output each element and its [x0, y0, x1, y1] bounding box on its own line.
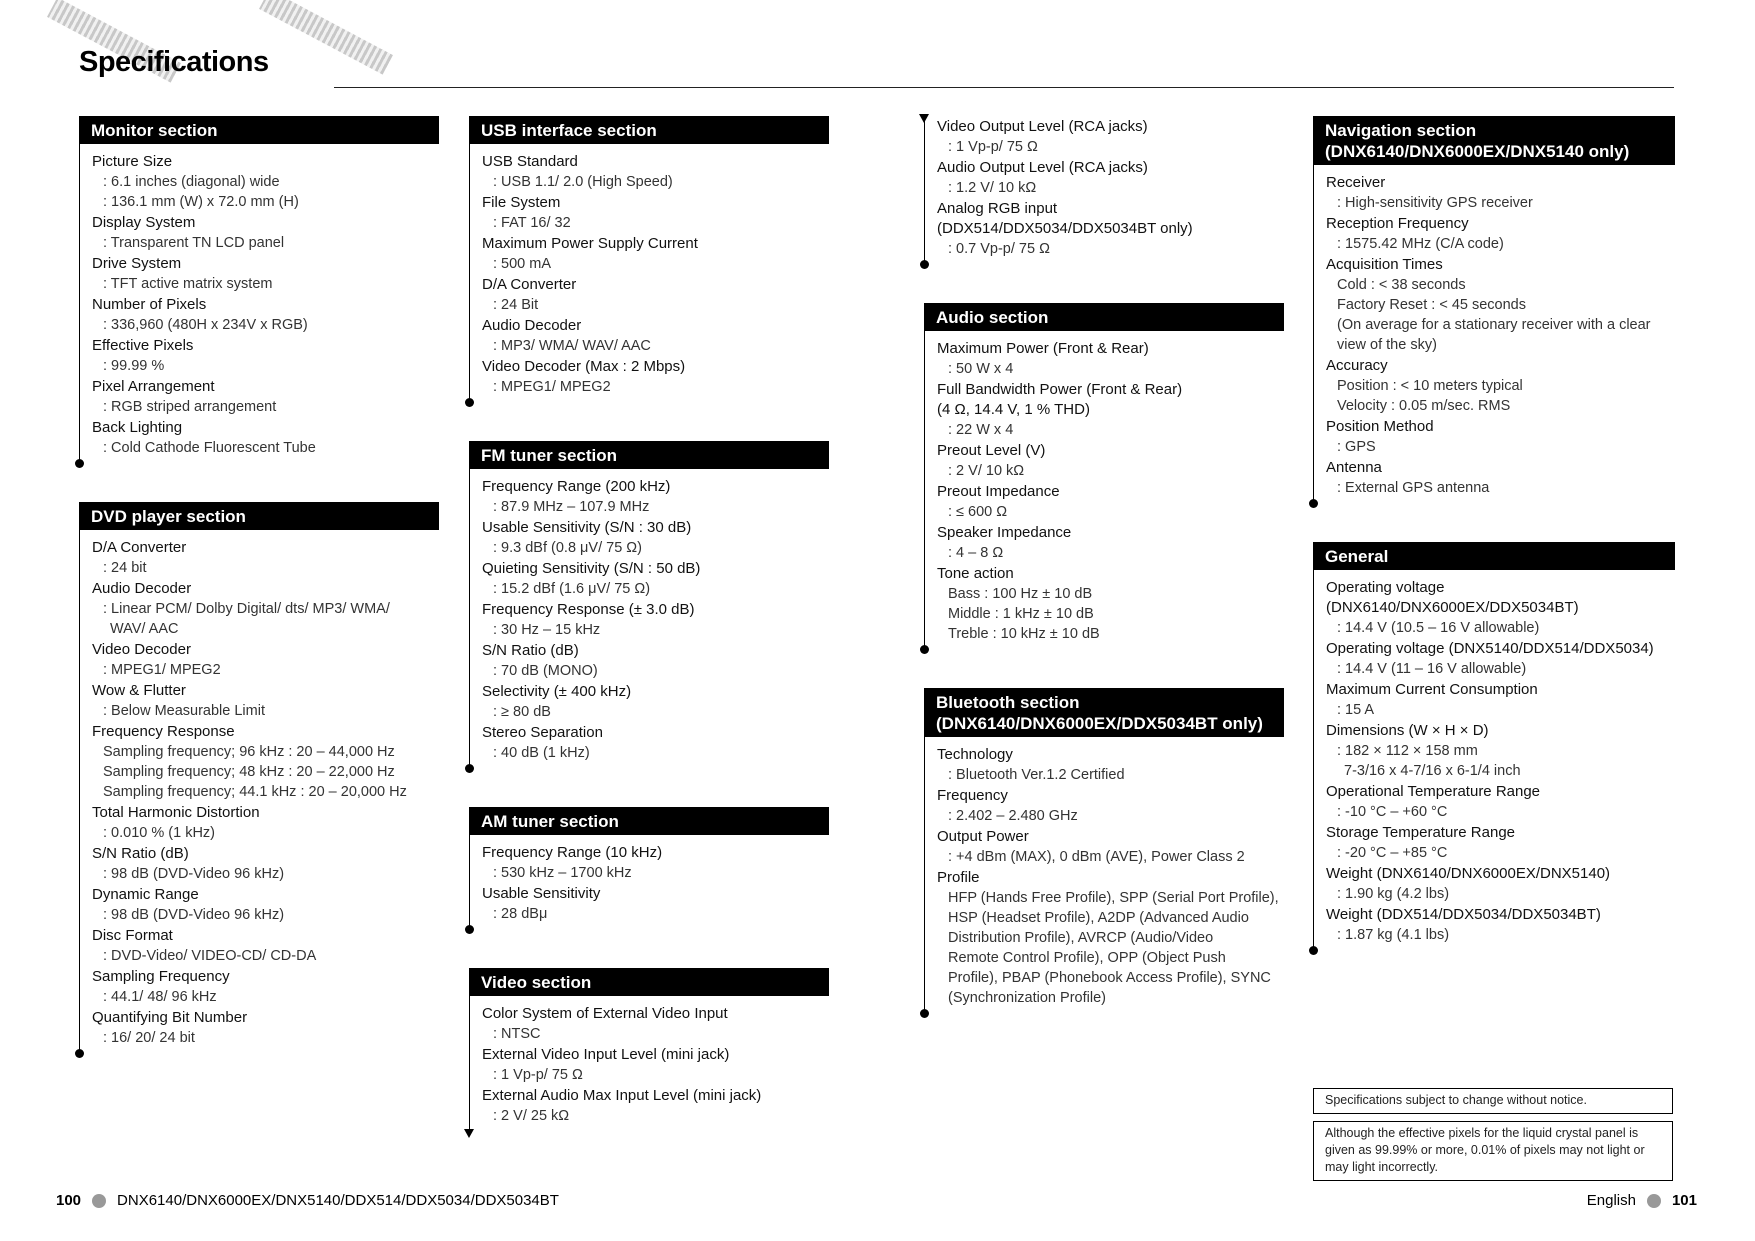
spec-label: Full Bandwidth Power (Front & Rear) [937, 381, 1183, 398]
spec-value: : 98 dB (DVD-Video 96 kHz) [103, 866, 285, 882]
section-heading-text: USB interface section [481, 121, 657, 140]
section-dvd-player-section [79, 502, 439, 1054]
spec-label: Output Power [937, 828, 1029, 845]
section-heading [924, 303, 1284, 331]
spec-label: Analog RGB input [937, 200, 1058, 217]
section-heading-subtext: (DNX6140/DNX6000EX/DDX5034BT only) [936, 714, 1263, 733]
spec-value: : Linear PCM/ Dolby Digital/ dts/ MP3/ WMA/ [103, 601, 390, 617]
spec-item [482, 518, 829, 558]
section-video-section [469, 968, 829, 1132]
spec-value: : 14.4 V (11 – 16 V allowable) [1337, 661, 1527, 677]
page-title: Specifications [79, 46, 269, 78]
spec-label: Pixel Arrangement [92, 378, 215, 395]
spec-value: : 28 dBμ [493, 906, 548, 922]
spec-value: : 4 – 8 Ω [948, 545, 1004, 561]
spec-value: : 15.2 dBf (1.6 μV/ 75 Ω) [493, 581, 651, 597]
spec-value: : High-sensitivity GPS receiver [1337, 195, 1533, 211]
section-monitor-section [79, 116, 439, 464]
spec-label-continued: (4 Ω, 14.4 V, 1 % THD) [937, 401, 1090, 418]
spec-item [1326, 214, 1675, 254]
section-heading [469, 968, 829, 996]
spec-item [92, 1008, 439, 1048]
section-navigation-section [1313, 116, 1675, 504]
spec-value: : GPS [1337, 439, 1376, 455]
spec-item [482, 559, 829, 599]
spec-value: : ≤ 600 Ω [948, 504, 1008, 520]
spec-value: : 16/ 20/ 24 bit [103, 1030, 195, 1046]
section-bluetooth-section [924, 688, 1284, 1014]
section-heading [469, 116, 829, 144]
spec-value: : 182 × 112 × 158 mm [1337, 743, 1478, 759]
spec-item [937, 441, 1284, 481]
section-heading-text: Audio section [936, 308, 1049, 327]
spec-item [92, 640, 439, 680]
spec-item [482, 193, 829, 233]
spec-item [1326, 417, 1675, 457]
spec-item [937, 786, 1284, 826]
spec-item [482, 357, 829, 397]
section-heading [469, 807, 829, 835]
spec-item [482, 275, 829, 315]
spec-label: Preout Level (V) [937, 442, 1046, 459]
spec-item [482, 316, 829, 356]
spec-value: HFP (Hands Free Profile), SPP (Serial Port Profile), [948, 890, 1279, 906]
spec-label: D/A Converter [482, 276, 577, 293]
spec-item [1326, 255, 1675, 355]
spec-label: Video Decoder (Max : 2 Mbps) [482, 358, 686, 375]
spec-item [1326, 173, 1675, 213]
section-heading-text: AM tuner section [481, 812, 619, 831]
spec-label: Technology [937, 746, 1013, 763]
spec-label-continued: (DNX6140/DNX6000EX/DDX5034BT) [1326, 599, 1579, 616]
spec-item [482, 1045, 829, 1085]
notice-change: Specifications subject to change without notice. [1313, 1088, 1673, 1114]
spec-label: Frequency Range (200 kHz) [482, 478, 671, 495]
spec-label: Frequency Response [92, 723, 235, 740]
spec-value: Remote Control Profile), OPP (Object Push [948, 950, 1226, 966]
spec-item [92, 418, 439, 458]
spec-value: : 30 Hz – 15 kHz [493, 622, 601, 638]
spec-label: Stereo Separation [482, 724, 603, 741]
spec-label: Audio Output Level (RCA jacks) [937, 159, 1148, 176]
spec-value: : MP3/ WMA/ WAV/ AAC [493, 338, 651, 354]
page-number-right: 101 [1671, 1192, 1697, 1209]
spec-item [482, 600, 829, 640]
footer-language: English [1586, 1192, 1636, 1209]
spec-value: : ≥ 80 dB [493, 704, 551, 720]
spec-item [937, 523, 1284, 563]
spec-item [482, 234, 829, 274]
spec-label: Selectivity (± 400 kHz) [482, 683, 632, 700]
spec-item [937, 564, 1284, 644]
spec-label: External Video Input Level (mini jack) [482, 1046, 730, 1063]
spec-column-1 [79, 116, 439, 1054]
spec-value: : TFT active matrix system [103, 276, 273, 292]
spec-value: : 87.9 MHz – 107.9 MHz [493, 499, 650, 515]
spec-value: : 22 W x 4 [948, 422, 1014, 438]
spec-item [92, 844, 439, 884]
spec-value: : 0.010 % (1 kHz) [103, 825, 216, 841]
section-heading-text: Navigation section [1325, 121, 1477, 140]
section-heading-subtext: (DNX6140/DNX6000EX/DNX5140 only) [1325, 142, 1630, 161]
spec-label: Preout Impedance [937, 483, 1060, 500]
spec-item [92, 213, 439, 253]
spec-item [1326, 680, 1675, 720]
spec-value: : MPEG1/ MPEG2 [493, 379, 611, 395]
section-heading-text: General [1325, 547, 1389, 566]
spec-value: : 40 dB (1 kHz) [493, 745, 590, 761]
spec-label: Storage Temperature Range [1326, 824, 1516, 841]
spec-label: Total Harmonic Distortion [92, 804, 260, 821]
spec-value: : 1575.42 MHz (C/A code) [1337, 236, 1504, 252]
continuation-arrow-icon [919, 114, 929, 123]
section-heading-text: Bluetooth section [936, 693, 1080, 712]
spec-label: Dimensions (W × H × D) [1326, 722, 1489, 739]
spec-item [92, 722, 439, 802]
spec-value: : 24 bit [103, 560, 147, 576]
spec-value: : 44.1/ 48/ 96 kHz [103, 989, 217, 1005]
spec-value: : Transparent TN LCD panel [103, 235, 285, 251]
spec-label: Maximum Power Supply Current [482, 235, 698, 252]
spec-item [482, 843, 829, 883]
spec-value: : 6.1 inches (diagonal) wide [103, 174, 280, 190]
spec-label: Quieting Sensitivity (S/N : 50 dB) [482, 560, 701, 577]
spec-value: Sampling frequency; 96 kHz : 20 – 44,000 Hz [103, 744, 395, 760]
spec-value: (Synchronization Profile) [948, 990, 1106, 1006]
spec-value: Factory Reset : < 45 seconds [1337, 297, 1526, 313]
spec-value: Cold : < 38 seconds [1337, 277, 1466, 293]
spec-label: Frequency Range (10 kHz) [482, 844, 663, 861]
spec-value: : 1 Vp-p/ 75 Ω [948, 139, 1038, 155]
section-heading [79, 116, 439, 144]
spec-item [482, 723, 829, 763]
page-number-left: 100 [56, 1192, 82, 1209]
spec-column-3 [924, 116, 1284, 1014]
spec-value: : 2 V/ 25 kΩ [493, 1108, 570, 1124]
spec-value: Sampling frequency; 44.1 kHz : 20 – 20,000 Hz [103, 784, 407, 800]
spec-value: : -10 °C – +60 °C [1337, 804, 1448, 820]
spec-label: Effective Pixels [92, 337, 194, 354]
spec-label: Quantifying Bit Number [92, 1009, 248, 1026]
spec-value: : 2.402 – 2.480 GHz [948, 808, 1078, 824]
spec-label: File System [482, 194, 561, 211]
spec-value: : DVD-Video/ VIDEO-CD/ CD-DA [103, 948, 317, 964]
spec-value: : -20 °C – +85 °C [1337, 845, 1448, 861]
spec-value: Middle : 1 kHz ± 10 dB [948, 606, 1094, 622]
spec-value: : 24 Bit [493, 297, 539, 313]
spec-item [482, 641, 829, 681]
spec-item [937, 745, 1284, 785]
spec-column-4 [1313, 116, 1675, 951]
spec-item [482, 884, 829, 924]
spec-label: Disc Format [92, 927, 173, 944]
spec-value: : USB 1.1/ 2.0 (High Speed) [493, 174, 673, 190]
spec-item [937, 199, 1284, 259]
spec-item [1326, 905, 1675, 945]
section-am-tuner-section [469, 807, 829, 930]
spec-value: : 1.2 V/ 10 kΩ [948, 180, 1037, 196]
decorative-tread-pattern [259, 0, 393, 75]
spec-item [92, 967, 439, 1007]
spec-value: (On average for a stationary receiver with a clear [1337, 317, 1651, 333]
spec-value: : 14.4 V (10.5 – 16 V allowable) [1337, 620, 1540, 636]
spec-label: Video Output Level (RCA jacks) [937, 118, 1148, 135]
spec-label: Sampling Frequency [92, 968, 230, 985]
spec-value: : NTSC [493, 1026, 541, 1042]
spec-item [482, 1004, 829, 1044]
section-heading-text: DVD player section [91, 507, 246, 526]
spec-item [92, 579, 439, 639]
spec-label: Weight (DDX514/DDX5034/DDX5034BT) [1326, 906, 1601, 923]
spec-label: Speaker Impedance [937, 524, 1072, 541]
spec-value: : 70 dB (MONO) [493, 663, 598, 679]
spec-label: Video Decoder [92, 641, 191, 658]
section-continued [924, 117, 1284, 265]
title-rule [334, 87, 1674, 88]
spec-label: Maximum Power (Front & Rear) [937, 340, 1149, 357]
spec-value: : MPEG1/ MPEG2 [103, 662, 221, 678]
spec-item [1326, 578, 1675, 638]
spec-value: : Cold Cathode Fluorescent Tube [103, 440, 316, 456]
spec-value: 7-3/16 x 4-7/16 x 6-1/4 inch [1344, 763, 1521, 779]
spec-label: Color System of External Video Input [482, 1005, 728, 1022]
spec-label-continued: (DDX514/DDX5034/DDX5034BT only) [937, 220, 1193, 237]
spec-item [937, 482, 1284, 522]
spec-value: Position : < 10 meters typical [1337, 378, 1523, 394]
spec-value: Sampling frequency; 48 kHz : 20 – 22,000 Hz [103, 764, 395, 780]
spec-value: : 530 kHz – 1700 kHz [493, 865, 632, 881]
spec-value: : 9.3 dBf (0.8 μV/ 75 Ω) [493, 540, 642, 556]
spec-value: : 1 Vp-p/ 75 Ω [493, 1067, 583, 1083]
spec-item [482, 682, 829, 722]
spec-label: Antenna [1326, 459, 1382, 476]
circle-bullet-icon [92, 1194, 106, 1208]
section-heading-text: FM tuner section [481, 446, 618, 465]
spec-label: Weight (DNX6140/DNX6000EX/DNX5140) [1326, 865, 1611, 882]
spec-label: Frequency Response (± 3.0 dB) [482, 601, 695, 618]
spec-value: : 98 dB (DVD-Video 96 kHz) [103, 907, 285, 923]
spec-item [1326, 721, 1675, 781]
section-heading [924, 688, 1284, 737]
spec-value: : 136.1 mm (W) x 72.0 mm (H) [103, 194, 299, 210]
spec-item [1326, 823, 1675, 863]
spec-label: Usable Sensitivity [482, 885, 601, 902]
section-heading-text: Video section [481, 973, 592, 992]
spec-label: D/A Converter [92, 539, 187, 556]
spec-value: Bass : 100 Hz ± 10 dB [948, 586, 1093, 602]
spec-item [482, 477, 829, 517]
spec-label: Display System [92, 214, 196, 231]
spec-item [1326, 782, 1675, 822]
spec-label: Number of Pixels [92, 296, 207, 313]
spec-item [92, 152, 439, 212]
section-audio-section [924, 303, 1284, 650]
spec-item [937, 158, 1284, 198]
footer-right [1587, 1192, 1697, 1209]
section-heading [1313, 542, 1675, 570]
spec-item [482, 1086, 829, 1126]
section-heading [469, 441, 829, 469]
spec-column-2 [469, 116, 829, 1132]
spec-value: Distribution Profile), AVRCP (Audio/Video [948, 930, 1214, 946]
spec-value: : 1.87 kg (4.1 lbs) [1337, 927, 1450, 943]
spec-value: HSP (Headset Profile), A2DP (Advanced Audio [948, 910, 1249, 926]
spec-value: : 500 mA [493, 256, 552, 272]
spec-label: Receiver [1326, 174, 1386, 191]
spec-label: S/N Ratio (dB) [92, 845, 189, 862]
spec-label: External Audio Max Input Level (mini jack) [482, 1087, 762, 1104]
spec-item [1326, 458, 1675, 498]
spec-item [937, 380, 1284, 440]
spec-label: Audio Decoder [482, 317, 582, 334]
section-fm-tuner-section [469, 441, 829, 769]
spec-item [482, 152, 829, 192]
spec-value: Treble : 10 kHz ± 10 dB [948, 626, 1100, 642]
spec-label: Acquisition Times [1326, 256, 1443, 273]
spec-value: : 99.99 % [103, 358, 165, 374]
circle-bullet-icon [1647, 1194, 1661, 1208]
spec-label: Back Lighting [92, 419, 183, 436]
spec-label: Position Method [1326, 418, 1434, 435]
spec-value: : 50 W x 4 [948, 361, 1014, 377]
spec-item [937, 827, 1284, 867]
notice-pixels: Although the effective pixels for the liquid crystal panel is given as 99.99% or more, 0.01% of pixels may not light or may light incorrectly. [1313, 1121, 1673, 1181]
spec-item [92, 538, 439, 578]
spec-item [937, 868, 1284, 1008]
spec-label: Reception Frequency [1326, 215, 1469, 232]
spec-item [92, 926, 439, 966]
spec-item [92, 254, 439, 294]
section-usb-interface-section [469, 116, 829, 403]
spec-value: : 336,960 (480H x 234V x RGB) [103, 317, 308, 333]
footer-left [56, 1192, 559, 1209]
spec-item [1326, 356, 1675, 416]
spec-label: USB Standard [482, 153, 578, 170]
spec-value: : Bluetooth Ver.1.2 Certified [948, 767, 1125, 783]
spec-label: Profile [937, 869, 980, 886]
section-heading [79, 502, 439, 530]
spec-label: Wow & Flutter [92, 682, 186, 699]
spec-item [92, 295, 439, 335]
section-heading-text: Monitor section [91, 121, 218, 140]
spec-value: : 0.7 Vp-p/ 75 Ω [948, 241, 1050, 257]
spec-label: Audio Decoder [92, 580, 192, 597]
section-general [1313, 542, 1675, 951]
spec-label: Tone action [937, 565, 1014, 582]
spec-label: Operating voltage (DNX5140/DDX514/DDX5034) [1326, 640, 1654, 657]
spec-item [92, 885, 439, 925]
spec-label: Dynamic Range [92, 886, 199, 903]
spec-item [92, 377, 439, 417]
spec-value: : +4 dBm (MAX), 0 dBm (AVE), Power Class 2 [948, 849, 1245, 865]
spec-value: Velocity : 0.05 m/sec. RMS [1337, 398, 1511, 414]
spec-label: Picture Size [92, 153, 173, 170]
section-heading [1313, 116, 1675, 165]
spec-value: : RGB striped arrangement [103, 399, 277, 415]
spec-value: : External GPS antenna [1337, 480, 1490, 496]
spec-value: Profile), PBAP (Phonebook Access Profile), SYNC [948, 970, 1271, 986]
spec-label: Usable Sensitivity (S/N : 30 dB) [482, 519, 692, 536]
spec-label: S/N Ratio (dB) [482, 642, 579, 659]
spec-item [92, 803, 439, 843]
spec-value: : 1.90 kg (4.2 lbs) [1337, 886, 1450, 902]
spec-value: : 2 V/ 10 kΩ [948, 463, 1025, 479]
spec-item [92, 681, 439, 721]
spec-item [1326, 864, 1675, 904]
spec-label: Frequency [937, 787, 1008, 804]
spec-label: Operating voltage [1326, 579, 1445, 596]
spec-label: Accuracy [1326, 357, 1388, 374]
spec-label: Drive System [92, 255, 182, 272]
spec-label: Maximum Current Consumption [1326, 681, 1538, 698]
spec-value: : 15 A [1337, 702, 1375, 718]
spec-item [92, 336, 439, 376]
spec-value: : Below Measurable Limit [103, 703, 265, 719]
spec-value: view of the sky) [1337, 337, 1437, 353]
spec-item [1326, 639, 1675, 679]
spec-value: WAV/ AAC [110, 621, 179, 637]
spec-label: Operational Temperature Range [1326, 783, 1541, 800]
spec-item [937, 117, 1284, 157]
footer-models: DNX6140/DNX6000EX/DNX5140/DDX514/DDX5034/DDX5034BT [117, 1192, 559, 1209]
spec-item [937, 339, 1284, 379]
spec-value: : FAT 16/ 32 [493, 215, 571, 231]
